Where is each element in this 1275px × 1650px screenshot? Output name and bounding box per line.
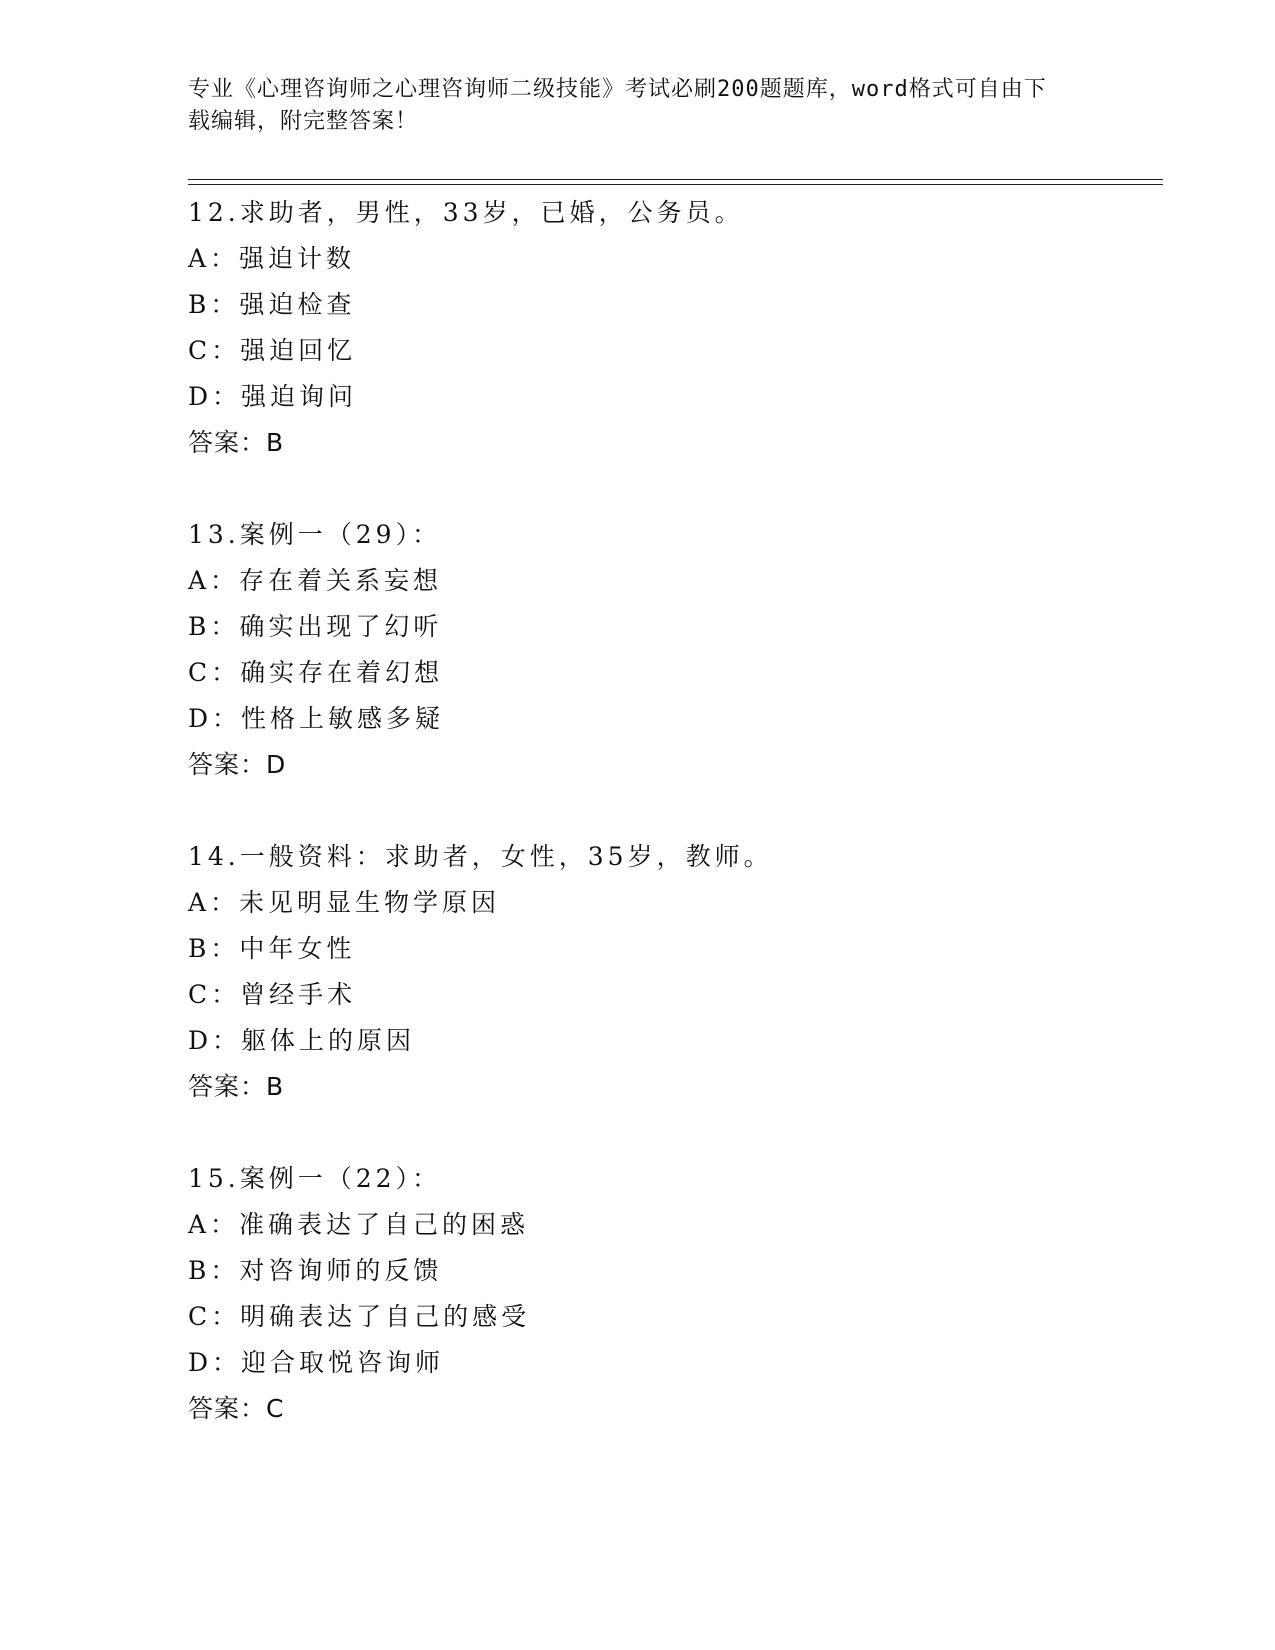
answer-line: 答案：B [188,1072,285,1101]
option-b: B：中年女性 [188,934,356,963]
question-item [188,834,1163,1110]
question-stem: 12.求助者，男性，33岁，已婚，公务员。 [188,198,744,227]
question-item [188,190,1163,466]
header-divider-top [188,179,1163,180]
option-b: B：强迫检查 [188,290,356,319]
document-header: 专业《心理咨询师之心理咨询师二级技能》考试必刷200题题库，word格式可自由下载编辑，附完整答案！ [188,77,1047,134]
option-a: A：未见明显生物学原因 [188,888,501,917]
question-item [188,512,1163,788]
question-stem: 14.一般资料：求助者，女性，35岁，教师。 [188,842,773,871]
option-c: C：明确表达了自己的感受 [188,1302,531,1331]
option-d: D：强迫询问 [188,382,358,411]
option-a: A：存在着关系妄想 [188,566,443,595]
header-divider-bottom [188,184,1163,185]
answer-line: 答案：D [188,750,287,779]
option-c: C：强迫回忆 [188,336,357,365]
question-stem: 15.案例一（22）： [188,1164,442,1193]
question-item [188,1156,1163,1432]
answer-line: 答案：C [188,1394,285,1423]
option-d: D：迎合取悦咨询师 [188,1348,445,1377]
option-a: A：强迫计数 [188,244,356,273]
option-c: C：曾经手术 [188,980,357,1009]
option-b: B：确实出现了幻听 [188,612,443,641]
question-stem: 13.案例一（29）： [188,520,442,549]
answer-line: 答案：B [188,428,285,457]
option-b: B：对咨询师的反馈 [188,1256,443,1285]
option-c: C：确实存在着幻想 [188,658,444,687]
option-a: A：准确表达了自己的困惑 [188,1210,530,1239]
option-d: D：躯体上的原因 [188,1026,416,1055]
question-list [188,190,1163,1478]
option-d: D：性格上敏感多疑 [188,704,445,733]
